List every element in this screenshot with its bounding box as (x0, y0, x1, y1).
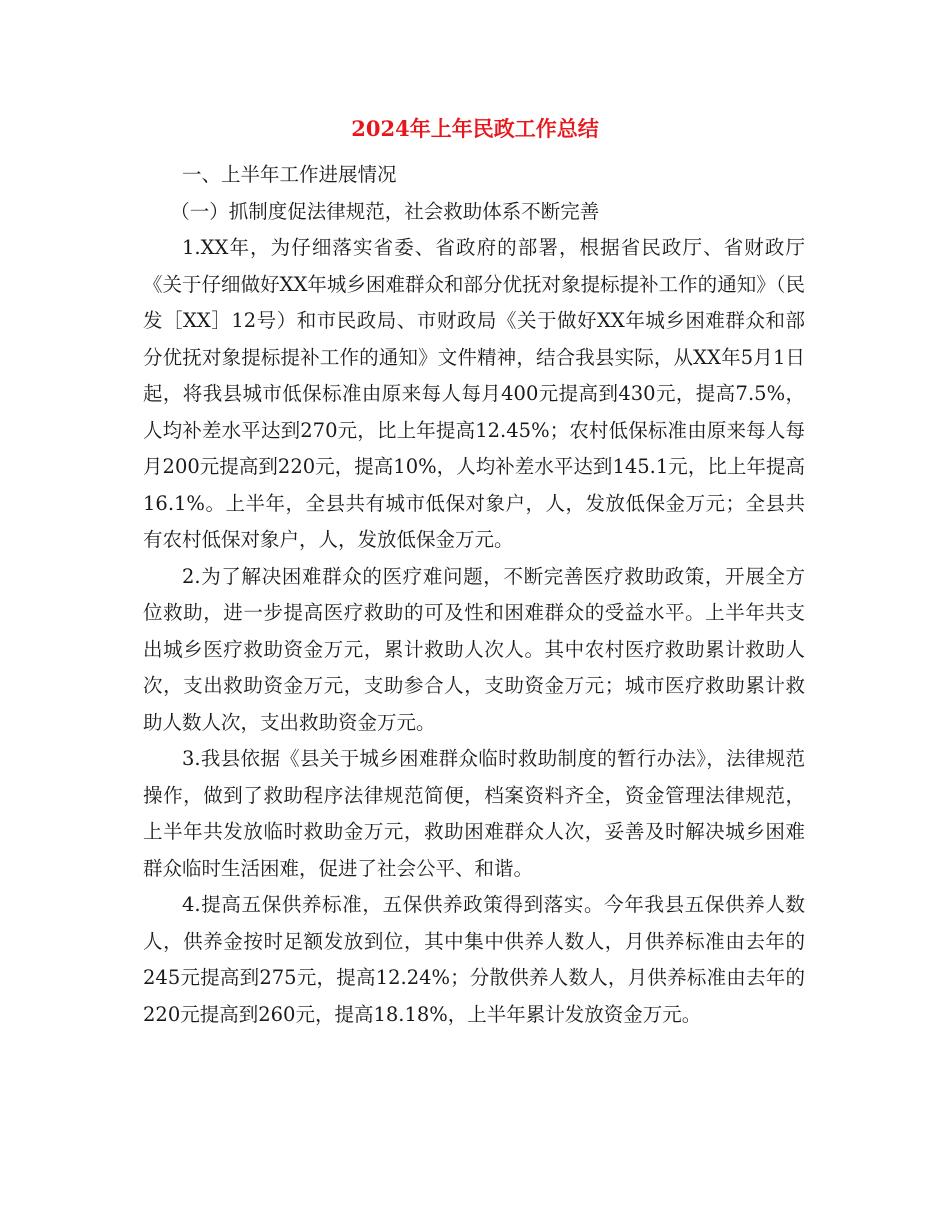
section-heading: 一、上半年工作进展情况 (182, 163, 397, 186)
paragraph-1: 1.XX年，为仔细落实省委、省政府的部署，根据省民政厅、省财政厅《关于仔细做好XX年城乡困难群众和部分优抚对象提标提补工作的通知》（民发［XX］12号）和市民政局、市财政局《关于做好XX年城乡困难群众和部分优抚对象提标提补工作的通知》文件精神，结合我县实际，从XX年5月1日起，将我县城市低保标准由原来每人每月400元提高到430元，提高7.5%，人均补差水平达到270元，比上年提高12.45%；农村低保标准由原来每人每月200元提高到220元，提高10%，人均补差水平达到145.1元，比上年提高16.1%。上半年，全县共有城市低保对象户，人，发放低保金万元；全县共有农村低保对象户，人，发放低保金万元。 (143, 236, 805, 551)
paragraph-3: 3.我县依据《县关于城乡困难群众临时救助制度的暂行办法》，法律规范操作，做到了救助程序法律规范简便，档案资料齐全，资金管理法律规范，上半年共发放临时救助金万元，救助困难群众人次，妥善及时解决城乡困难群众临时生活困难，促进了社会公平、和谐。 (143, 747, 805, 880)
subsection-heading: （一）抓制度促法律规范，社会救助体系不断完善 (170, 199, 600, 223)
document-title: 2024年上年民政工作总结 (351, 116, 599, 141)
document-body (143, 157, 805, 1033)
paragraph-4: 4.提高五保供养标准，五保供养政策得到落实。今年我县五保供养人数人，供养金按时足额发放到位，其中集中供养人数人，月供养标准由去年的245元提高到275元，提高12.24%；分散供养人数人，月供养标准由去年的220元提高到260元，提高18.18%，上半年累计发放资金万元。 (143, 893, 805, 1026)
paragraph-2: 2.为了解决困难群众的医疗难问题，不断完善医疗救助政策，开展全方位救助，进一步提高医疗救助的可及性和困难群众的受益水平。上半年共支出城乡医疗救助资金万元，累计救助人次人。其中农村医疗救助累计救助人次，支出救助资金万元，支助参合人，支助资金万元；城市医疗救助累计救助人数人次，支出救助资金万元。 (143, 564, 805, 734)
